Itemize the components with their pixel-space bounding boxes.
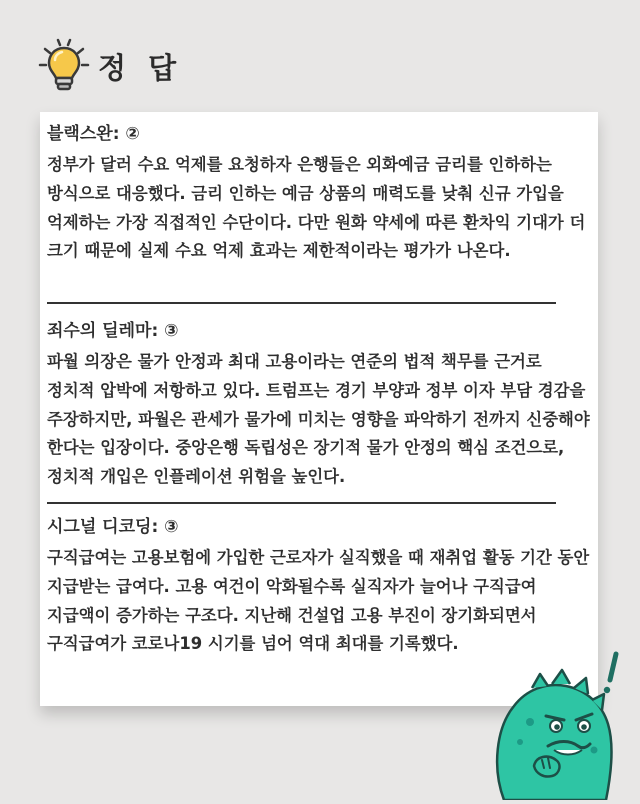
section-body: 파월 의장은 물가 안정과 최대 고용이라는 연준의 법적 책무를 근거로 정치적 압박에 저항하고 있다. 트럼프는 경기 부양과 정부 이자 부담 경감을 주장하지만, 파월은 관세가 물가에 미치는 영향을 파악하기 전까지 신중해야 한다는 입장이다. 중앙은행 독립성은 장기적 물가 안정의 핵심 조건으로, 정치적 개입은 인플레이션 위험을 높인다. — [47, 352, 590, 487]
section-divider — [47, 302, 556, 304]
section-title: 블랙스완: ② — [47, 124, 140, 144]
answer-header — [36, 36, 182, 96]
answer-section-2 — [47, 320, 592, 492]
answer-card — [40, 112, 598, 706]
answer-section-3 — [47, 516, 592, 659]
section-body: 구직급여는 고용보험에 가입한 근로자가 실직했을 때 재취업 활동 기간 동안 지급받는 급여다. 고용 여건이 악화될수록 실직자가 늘어나 구직급여 지급액이 증가하는 구조다. 지난해 건설업 고용 부진이 장기화되면서 구직급여가 코로나19 시기를 넘어 역대 최대를 기록했다. — [47, 548, 590, 654]
page-title: 정 답 — [98, 50, 183, 85]
section-title: 죄수의 딜레마: ③ — [47, 321, 179, 341]
answer-section-1 — [47, 123, 592, 266]
exclamation-icon — [604, 654, 616, 693]
section-title: 시그널 디코딩: ③ — [47, 517, 179, 537]
lightbulb-icon — [36, 36, 96, 96]
section-divider — [47, 502, 556, 504]
section-body: 정부가 달러 수요 억제를 요청하자 은행들은 외화예금 금리를 인하하는 방식으로 대응했다. 금리 인하는 예금 상품의 매력도를 낮춰 신규 가입을 억제하는 가장 직접적인 수단이다. 다만 원화 약세에 따른 환차익 기대가 더 크기 때문에 실제 수요 억제 효과는 제한적이라는 평가가 나온다. — [47, 155, 586, 261]
dinosaur-mascot-icon — [474, 648, 640, 800]
